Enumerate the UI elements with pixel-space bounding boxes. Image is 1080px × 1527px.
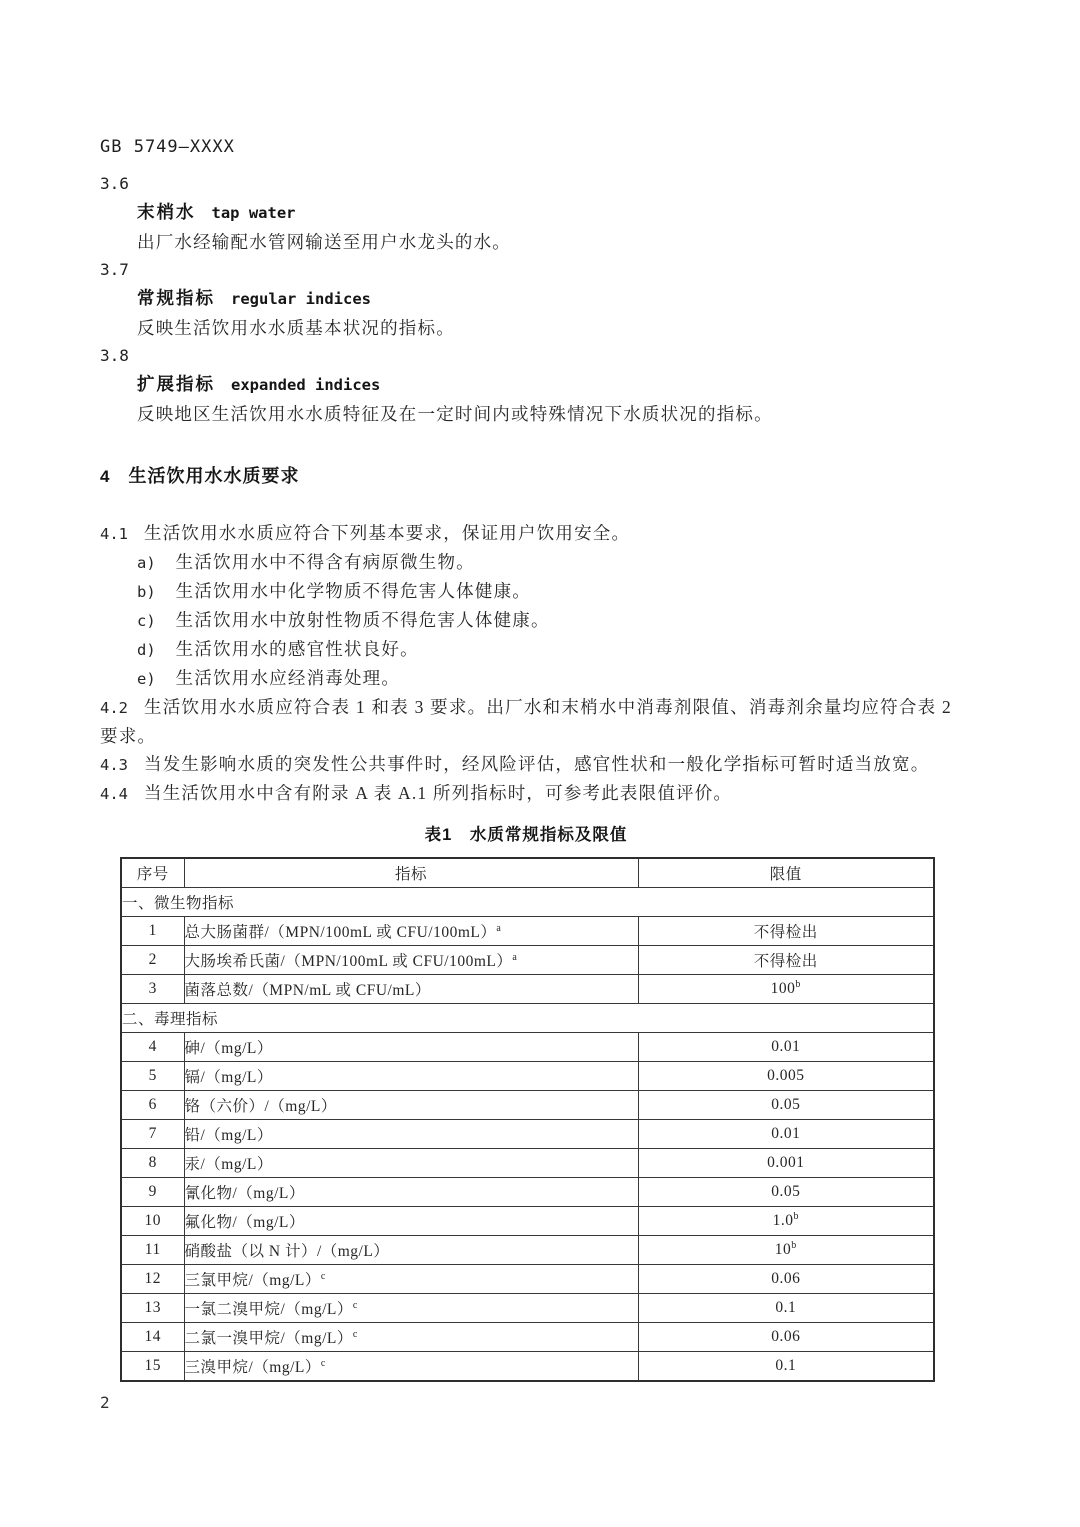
terms-section [100,170,952,428]
row-limit: 0.1 [638,1352,934,1382]
list-item-label: a) [137,554,156,572]
list-item [100,606,952,635]
row-limit: 0.01 [638,1033,934,1062]
term-number: 3.8 [100,346,129,365]
term-zh: 常规指标 [137,288,215,308]
list-item [100,548,952,577]
term-title-line [100,284,952,314]
row-index: 11 [121,1236,184,1265]
indicator-footnote-sup: a [512,951,518,963]
row-indicator: 汞/（mg/L） [184,1149,638,1178]
table1 [120,857,935,1382]
row-indicator: 大肠埃希氏菌/（MPN/100mL 或 CFU/100mL）$^a$ [184,946,638,975]
list-item [100,635,952,664]
clause-number: 4.4 [100,785,128,803]
clause-number: 4.2 [100,699,128,717]
row-limit: 0.001 [638,1149,934,1178]
indicator-footnote-sup: c [352,1299,358,1311]
table1-header-limit: 限值 [638,858,934,888]
row-indicator: 氰化物/（mg/L） [184,1178,638,1207]
row-indicator: 菌落总数/（MPN/mL 或 CFU/mL） [184,975,638,1004]
row-indicator: 铬（六价）/（mg/L） [184,1091,638,1120]
table-row [121,1323,934,1352]
indicator-footnote-sup: c [352,1328,358,1340]
row-index: 5 [121,1062,184,1091]
clause-text: 当发生影响水质的突发性公共事件时，经风险评估，感官性状和一般化学指标可暂时适当放宽。 [144,754,930,774]
row-index: 14 [121,1323,184,1352]
section-4-number: 4 [100,467,111,486]
table-section-label: 一、微生物指标 [121,888,934,917]
clause-text: 生活饮用水水质应符合表 1 和表 3 要求。出厂水和末梢水中消毒剂限值、消毒剂余量均应符合表 2 要求。 [100,697,952,746]
list-item-text: 生活饮用水应经消毒处理。 [175,668,401,688]
table-row [121,946,934,975]
table-row [121,1207,934,1236]
row-indicator: 一氯二溴甲烷$/(mg/L)^c$ [184,1294,638,1323]
table-row [121,1062,934,1091]
list-item-label: b) [137,583,156,601]
row-index: 12 [121,1265,184,1294]
row-index: 6 [121,1091,184,1120]
table-section-row [121,1004,934,1033]
clause-4-3 [100,750,952,779]
list-item [100,664,952,693]
row-limit: 0.01 [638,1120,934,1149]
row-limit: 不得检出 [638,917,934,946]
table-row [121,1149,934,1178]
limit-footnote-sup: b [793,1210,799,1222]
page-number: 2 [100,1393,110,1412]
term-block [100,256,952,342]
table-row [121,1265,934,1294]
table-row [121,917,934,946]
term-definition: 出厂水经输配水管网输送至用户水龙头的水。 [137,232,511,252]
table-row [121,975,934,1004]
list-item-label: d) [137,641,156,659]
row-limit: 1.0$^b$ [638,1207,934,1236]
table-row [121,1033,934,1062]
clause-text: 当生活饮用水中含有附录 A 表 A.1 所列指标时，可参考此表限值评价。 [144,783,733,803]
list-item-text: 生活饮用水中不得含有病原微生物。 [175,552,475,572]
clause-text: 生活饮用水水质应符合下列基本要求，保证用户饮用安全。 [144,523,631,543]
table-row [121,1091,934,1120]
table-row [121,1294,934,1323]
table1-title: 表1 水质常规指标及限值 [424,826,628,844]
term-zh: 末梢水 [137,202,196,222]
clause-4-1 [100,519,952,548]
table-row [121,1178,934,1207]
indicator-footnote-sup: c [320,1270,326,1282]
term-definition: 反映生活饮用水水质基本状况的指标。 [137,318,455,338]
section-4-heading [100,462,952,491]
row-indicator: 三氯甲烷$/(mg/L)^c$ [184,1265,638,1294]
row-index: 8 [121,1149,184,1178]
table-section-row [121,888,934,917]
list-item-label: e) [137,670,156,688]
requirements-list [100,548,952,693]
row-indicator: 铅/（mg/L） [184,1120,638,1149]
term-zh: 扩展指标 [137,374,215,394]
table-row [121,1236,934,1265]
term-en: tap water [211,204,296,222]
row-index: 13 [121,1294,184,1323]
table1-body [121,888,934,1382]
row-limit: 0.06 [638,1323,934,1352]
list-item-text: 生活饮用水的感官性状良好。 [175,639,419,659]
term-number: 3.6 [100,174,129,193]
row-indicator: 三溴甲烷$/(mg/L)^c$ [184,1352,638,1382]
row-limit: 0.05 [638,1178,934,1207]
row-limit: 0.05 [638,1091,934,1120]
list-item-text: 生活饮用水中化学物质不得危害人体健康。 [175,581,531,601]
row-index: 7 [121,1120,184,1149]
table-row [121,1120,934,1149]
table1-header-indicator: 指标 [184,858,638,888]
row-indicator: 镉/（mg/L） [184,1062,638,1091]
term-definition: 反映地区生活饮用水水质特征及在一定时间内或特殊情况下水质状况的指标。 [137,404,773,424]
row-limit: 0.06 [638,1265,934,1294]
row-index: 10 [121,1207,184,1236]
row-index: 15 [121,1352,184,1382]
limit-footnote-sup: b [795,978,801,990]
row-limit: 不得检出 [638,946,934,975]
row-indicator: 硝酸盐（以 N 计）/（mg/L） [184,1236,638,1265]
row-indicator: 二氯一溴甲烷$/(mg/L)^c$ [184,1323,638,1352]
clause-4-4 [100,779,952,808]
indicator-footnote-sup: a [496,922,502,934]
list-item-label: c) [137,612,156,630]
table-row [121,1352,934,1382]
row-limit: 0.005 [638,1062,934,1091]
clause-number: 4.3 [100,756,128,774]
row-indicator: 总大肠菌群/（MPN/100mL 或 CFU/100mL）$^a$ [184,917,638,946]
term-block [100,342,952,428]
row-index: 9 [121,1178,184,1207]
row-limit: 0.1 [638,1294,934,1323]
term-block [100,170,952,256]
row-index: 1 [121,917,184,946]
term-title-line [100,198,952,228]
section-4-title: 生活饮用水水质要求 [128,466,300,486]
table1-header-index: 序号 [121,858,184,888]
row-index: 4 [121,1033,184,1062]
indicator-footnote-sup: c [320,1357,326,1369]
list-item [100,577,952,606]
term-en: expanded indices [231,376,381,394]
clause-4-2 [100,693,952,750]
table-section-label: 二、毒理指标 [121,1004,934,1033]
list-item-text: 生活饮用水中放射性物质不得危害人体健康。 [175,610,550,630]
term-title-line [100,370,952,400]
row-limit: 100$^b$ [638,975,934,1004]
row-indicator: 砷/（mg/L） [184,1033,638,1062]
term-number: 3.7 [100,260,129,279]
row-index: 3 [121,975,184,1004]
row-index: 2 [121,946,184,975]
row-limit: 10$^b$ [638,1236,934,1265]
clause-number: 4.1 [100,525,128,543]
table1-header-row [121,858,934,888]
doc-code: GB 5749—XXXX [100,137,235,157]
limit-footnote-sup: b [791,1239,797,1251]
term-en: regular indices [231,290,371,308]
row-indicator: 氟化物/（mg/L） [184,1207,638,1236]
